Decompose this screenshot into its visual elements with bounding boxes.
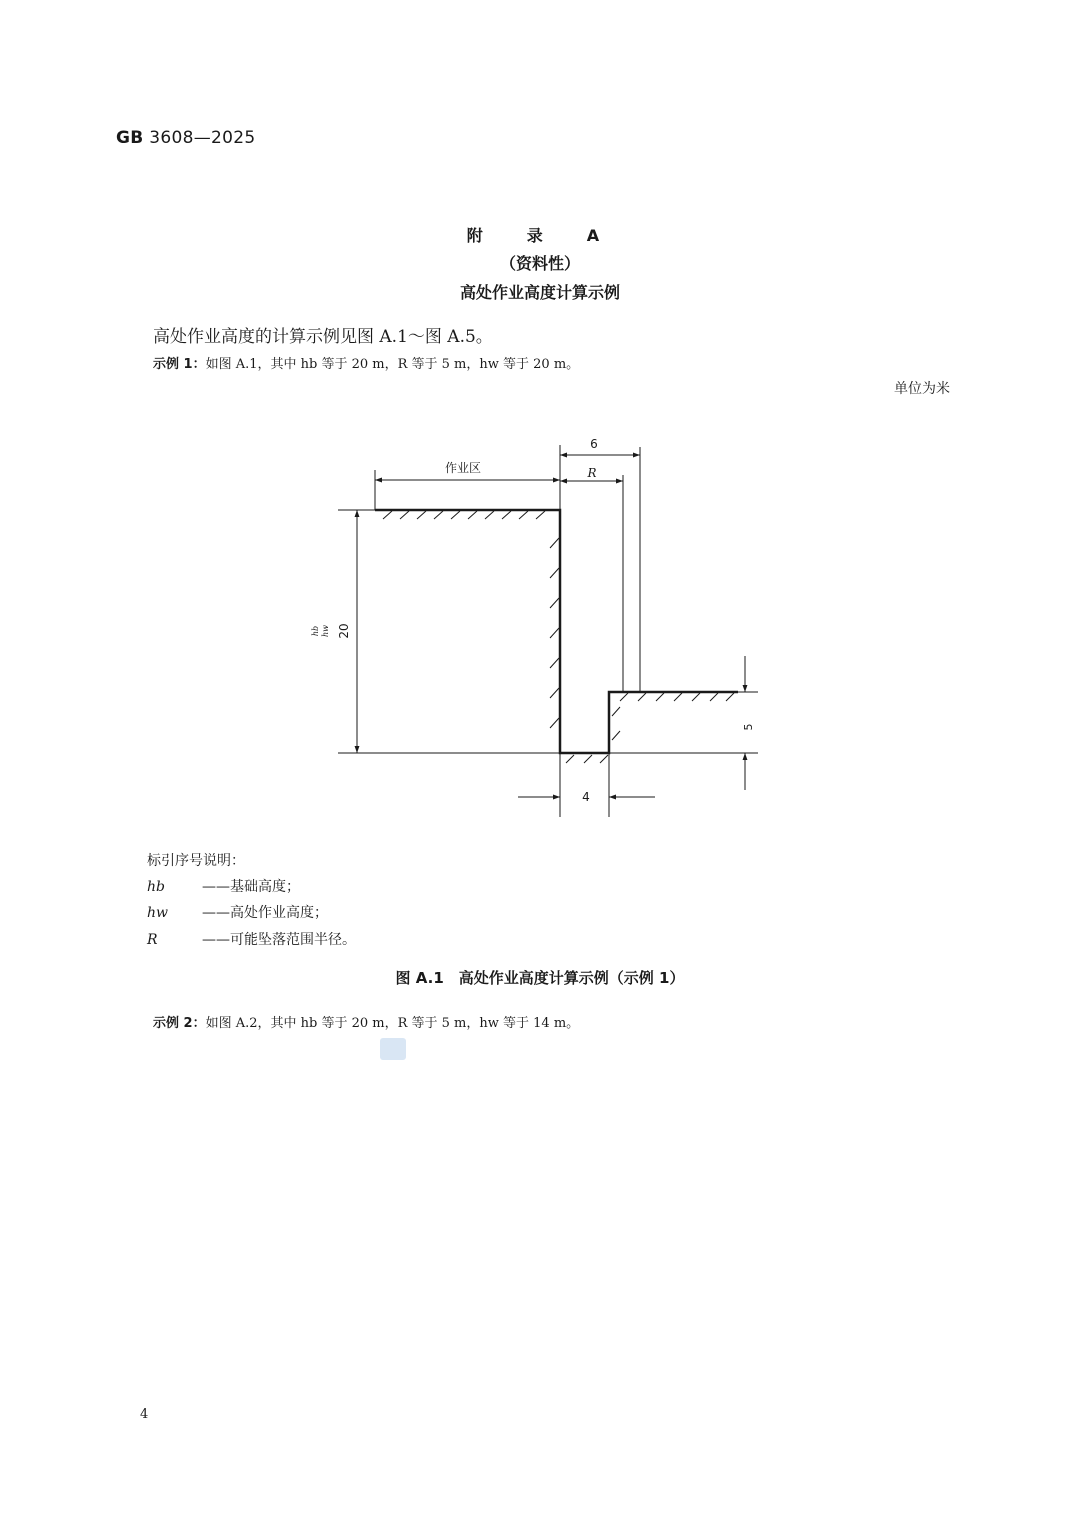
dim-r-label: R xyxy=(587,466,597,480)
hatch-step-top xyxy=(620,693,734,701)
annex-type: （资料性） xyxy=(499,254,580,273)
example-2-text: 如图 A.2，其中 hb 等于 20 m，R 等于 5 m，hw 等于 14 m。 xyxy=(205,1016,580,1031)
unit-note: 单位为米 xyxy=(894,381,950,397)
key-item-r xyxy=(147,929,356,949)
figure-caption: 图 A.1 高处作业高度计算示例（示例 1） xyxy=(395,969,685,987)
intro-paragraph: 高处作业高度的计算示例见图 A.1～图 A.5。 xyxy=(153,327,493,347)
key-symbol-hb: hb xyxy=(147,879,165,895)
hatch-trench xyxy=(566,755,608,763)
example-1-text: 如图 A.1，其中 hb 等于 20 m，R 等于 5 m，hw 等于 20 m。 xyxy=(205,357,580,372)
hatch-step-wall xyxy=(612,707,620,740)
example-2-label: 示例 2： xyxy=(153,1016,206,1031)
key-symbol-hw: hw xyxy=(147,905,168,921)
height-symbol-hw: hw xyxy=(321,625,330,637)
dim-4-label: 4 xyxy=(582,790,590,804)
annex-title: 附 录 A xyxy=(466,226,614,245)
dim-5-label: 5 xyxy=(742,723,755,731)
key-text-hw: ——高处作业高度； xyxy=(202,905,328,921)
key-text-r: ——可能坠落范围半径。 xyxy=(202,932,356,948)
annex-name: 高处作业高度计算示例 xyxy=(459,283,620,302)
key-item-hb xyxy=(147,876,300,896)
height-symbol-hb: hb xyxy=(311,625,320,637)
standard-prefix: GB xyxy=(116,128,144,148)
example-1-label: 示例 1： xyxy=(153,357,206,372)
dim-20-label: 20 xyxy=(337,623,351,639)
key-text-hb: ——基础高度； xyxy=(202,879,300,895)
watermark-stamp xyxy=(380,1038,406,1060)
example-2 xyxy=(153,1012,579,1031)
standard-number: 3608—2025 xyxy=(149,128,256,148)
hatch-wall xyxy=(550,538,559,728)
key-symbol-r: R xyxy=(147,932,158,948)
page-number: 4 xyxy=(140,1407,149,1422)
hatch-top xyxy=(383,511,545,519)
key-item-hw xyxy=(147,902,328,922)
work-zone-label: 作业区 xyxy=(444,461,482,475)
key-title: 标引序号说明： xyxy=(147,853,245,869)
dim-6-label: 6 xyxy=(590,437,598,451)
